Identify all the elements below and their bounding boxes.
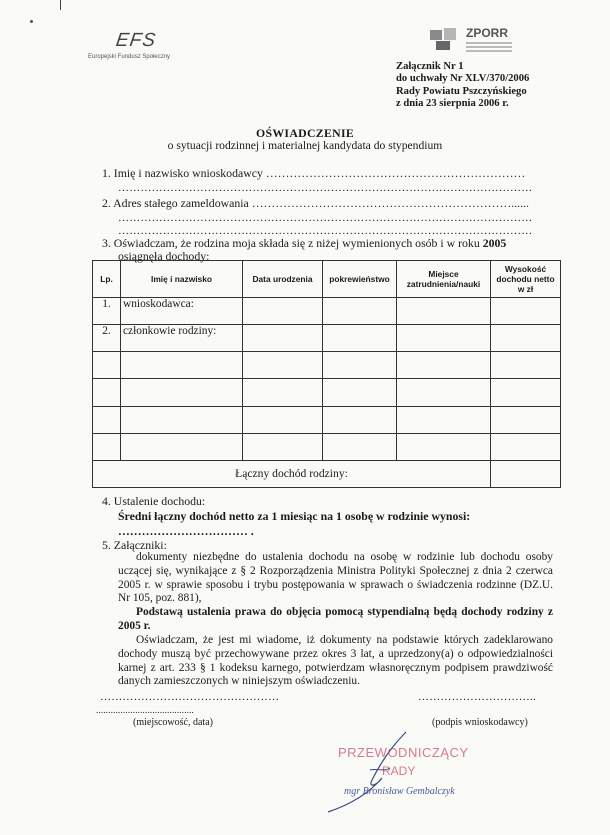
section-4-income-field[interactable]: …………………………… . [118,524,254,538]
chairman-stamp-name: mgr Bronisław Gembalczyk [344,786,455,797]
column-header-lp: Lp. [93,261,121,298]
table-cell-relationship[interactable] [323,325,397,352]
table-cell-birth-date[interactable] [243,325,323,352]
table-cell-birth-date[interactable] [243,298,323,325]
table-cell-name[interactable] [121,352,243,379]
table-cell-relationship[interactable] [323,298,397,325]
family-income-table [92,260,561,488]
table-cell-workplace[interactable] [397,406,491,433]
section-3-text: 3. Oświadczam, że rodzina moja składa się z niżej wymienionych osób i w roku [102,236,480,250]
table-cell-name[interactable]: wnioskodawca: [121,298,243,325]
field-applicant-name-continuation[interactable]: ………………………………………………………………………………………………… [118,182,533,194]
table-cell-name[interactable] [121,433,243,460]
table-cell-income[interactable] [491,298,561,325]
table-cell-name[interactable] [121,406,243,433]
table-cell-workplace[interactable] [397,433,491,460]
annex-reference [396,61,529,111]
table-cell-lp [93,352,121,379]
efs-logo-caption: Europejski Fundusz Społeczny [88,54,171,60]
handwritten-signature-icon [310,728,430,818]
total-income-label: Łączny dochód rodziny: [93,460,491,487]
table-cell-workplace[interactable] [397,325,491,352]
table-cell-birth-date[interactable] [243,406,323,433]
table-row [93,379,561,406]
document-subtitle: o sytuacji rodzinnej i materialnej kandydata do stypendium [167,139,443,152]
table-cell-birth-date[interactable] [243,433,323,460]
table-cell-name[interactable] [121,379,243,406]
zporr-logo [428,26,548,54]
section-3-text-continued: osiągnęła dochody: [118,249,210,263]
table-cell-workplace[interactable] [397,298,491,325]
table-cell-lp: 1. [93,298,121,325]
column-header-name: Imię i nazwisko [121,261,243,298]
table-row [93,433,561,460]
table-cell-lp: 2. [93,325,121,352]
column-header-birth-date: Data urodzenia [243,261,323,298]
signature-field[interactable]: ………………………….. [418,691,536,703]
table-row [93,352,561,379]
signature-caption: (podpis wnioskodawcy) [432,717,528,728]
table-cell-income[interactable] [491,433,561,460]
scan-mark [60,0,61,10]
table-total-row [93,460,561,487]
chairman-stamp-council: RADY [382,764,416,778]
place-date-field-underline: ........................................ [96,705,194,715]
table-cell-relationship[interactable] [323,433,397,460]
table-cell-income[interactable] [491,406,561,433]
place-date-caption: (miejscowość, data) [133,717,213,728]
table-cell-relationship[interactable] [323,406,397,433]
scan-dot [30,20,33,23]
table-cell-income[interactable] [491,352,561,379]
table-cell-birth-date[interactable] [243,352,323,379]
chairman-stamp-title: PRZEWODNICZĄCY [338,745,469,760]
table-row [93,298,561,325]
section-5-label: 5. Załączniki: [102,538,167,552]
table-row [93,325,561,352]
efs-logo [88,30,208,60]
table-cell-income[interactable] [491,379,561,406]
column-header-workplace: Miejsce zatrudnienia/nauki [397,261,491,298]
document-title: OŚWIADCZENIE [256,126,354,140]
table-cell-lp [93,406,121,433]
zporr-emblem-icon [428,26,460,52]
field-address-line-3[interactable]: ………………………………………………………………………………………………… [118,225,533,237]
table-header-row [93,261,561,298]
annex-line: z dnia 23 sierpnia 2006 r. [396,98,509,110]
table-cell-workplace[interactable] [397,352,491,379]
table-cell-name[interactable]: członkowie rodziny: [121,325,243,352]
efs-logo-mark: EFS [114,30,158,51]
attachments-paragraph: dokumenty niezbędne do ustalenia dochodu na osobę w rodzinie lub dochodu osoby uczącej się, wynikające z § 2 Rozporządzenia Ministra Polityki Społecznej z dnia 2 czerwca 2005 r. w sprawie sposobu i trybu postępowania w sprawach o świadczenia rodzinne (DZ.U. Nr 105, poz. 881), [118,551,553,605]
field-applicant-name[interactable]: 1. Imię i nazwisko wnioskodawcy ………………………………………………………… [102,166,526,180]
field-address-line-2[interactable]: ………………………………………………………………………………………………… [118,212,533,224]
annex-line: Rady Powiatu Pszczyńskiego [396,85,527,97]
column-header-relationship: pokrewieństwo [323,261,397,298]
zporr-wordmark: ZPORR [466,26,508,40]
table-cell-relationship[interactable] [323,379,397,406]
declaration-paragraph: Oświadczam, że jest mi wiadome, iż dokumenty na podstawie których zadeklarowano dochody muszą być przechowywane przez okres 3 lat, a uprzedzony(a) o odpowiedzialności karnej z art. 233 § 1 kodeksu karnego, potwierdzam własnoręcznym podpisem prawdziwość danych zamieszczonych w niniejszym oświadczeniu. [118,634,553,688]
place-date-field[interactable]: ………………………………………… [100,691,280,703]
field-address[interactable]: 2. Adres stałego zameldowania …………………………………………………………...... [102,196,529,210]
annex-line: Załącznik Nr 1 [396,61,464,72]
table-row [93,406,561,433]
column-header-income: Wysokość dochodu netto w zł [491,261,561,298]
section-4-label: 4. Ustalenie dochodu: [102,494,206,508]
table-cell-lp [93,379,121,406]
total-income-value[interactable] [491,460,561,487]
table-cell-relationship[interactable] [323,352,397,379]
table-cell-lp [93,433,121,460]
annex-line: do uchwały Nr XLV/370/2006 [396,73,530,85]
income-basis-paragraph: Podstawą ustalenia prawa do objęcia pomocą stypendialną będą dochody rodziny z 2005 r. [118,606,553,632]
table-cell-birth-date[interactable] [243,379,323,406]
table-cell-income[interactable] [491,325,561,352]
section-3-year: 2005 [482,236,507,250]
table-cell-workplace[interactable] [397,379,491,406]
section-4-average-income: Średni łączny dochód netto za 1 miesiąc na 1 osobę w rodzinie wynosi: [118,509,471,523]
